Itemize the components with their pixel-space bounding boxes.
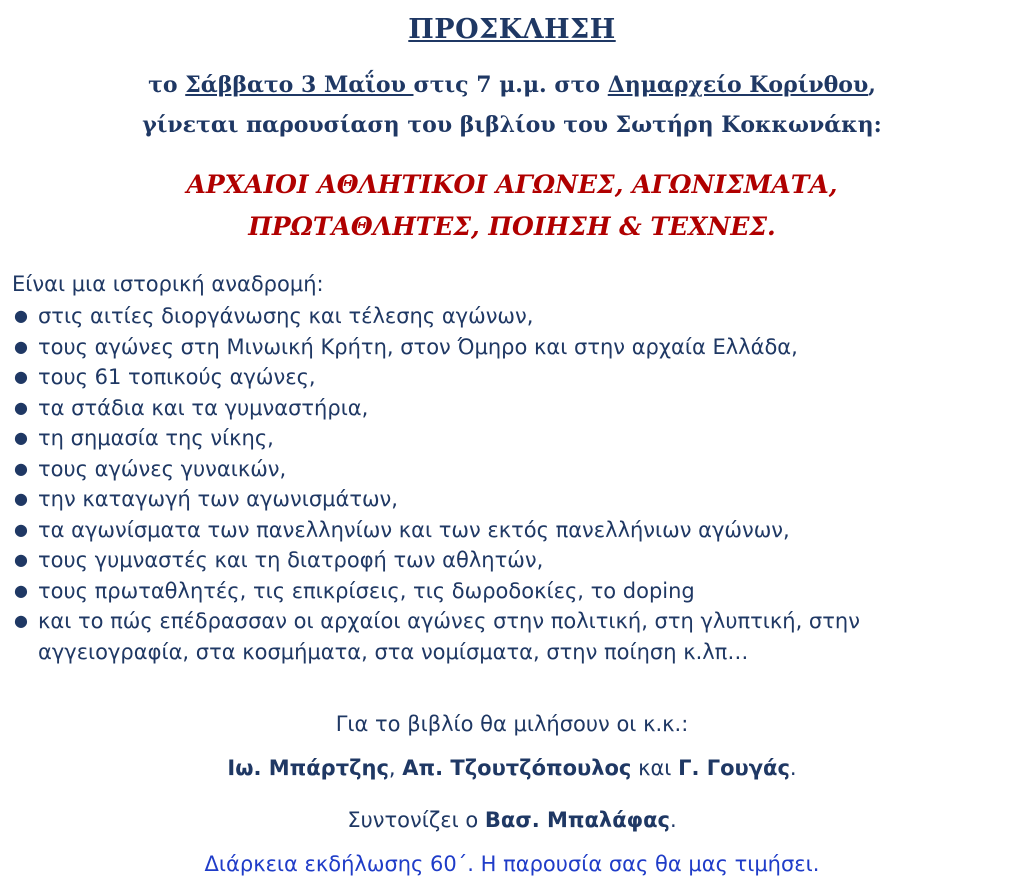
list-item: ● τη σημασία της νίκης, (12, 423, 1012, 454)
list-item: ● τους αγώνες γυναικών, (12, 454, 1012, 485)
event-venue: Δημαρχείο Κορίνθου (607, 72, 869, 98)
list-item: ● τους γυμναστές και τη διατροφή των αθλητών, (12, 545, 1012, 576)
speakers-intro: Για το βιβλίο θα μιλήσουν οι κ.κ.: (335, 712, 689, 736)
bullet-icon: ● (14, 580, 28, 600)
list-item: ● τα στάδια και τα γυμναστήρια, (12, 393, 1012, 424)
speakers-line: Ιω. Μπάρτζης, Απ. Τζουτζόπουλος και Γ. Γουγάς. (227, 756, 797, 780)
book-title-line-1: ΑΡΧΑΙΟΙ ΑΘΛΗΤΙΚΟΙ ΑΓΩΝΕΣ, ΑΓΩΝΙΣΜΑΤΑ, (186, 170, 838, 199)
bullet-icon: ● (14, 550, 28, 569)
bullet-icon: ● (14, 458, 28, 478)
list-item: ● τους πρωταθλητές, τις επικρίσεις, τις δωροδοκίες, το doping (12, 576, 1012, 607)
bullet-icon: ● (14, 428, 28, 447)
line1-prefix: το (148, 72, 186, 98)
coordinator-line: Συντονίζει ο Βασ. Μπαλάφας. (347, 808, 677, 832)
list-item: ● τους 61 τοπικούς αγώνες, (12, 362, 1012, 393)
bullet-icon: ● (14, 336, 28, 356)
list-item: ● και το πώς επέδρασσαν οι αρχαίοι αγώνες στην πολιτική, στη γλυπτική, στην αγγειογραφία, στα κοσμήματα, στα νομίσματα, στην ποίηση κ.λπ… (12, 606, 1012, 667)
invitation-title: ΠΡΟΣΚΛΗΣΗ (408, 14, 616, 45)
book-title-line-2: ΠΡΩΤΑΘΛΗΤΕΣ, ΠΟΙΗΣΗ & ΤΕΧΝΕΣ. (248, 212, 776, 241)
line1-suffix: , (868, 72, 876, 98)
list-item: ● στις αιτίες διοργάνωσης και τέλεσης αγώνων, (12, 301, 1012, 332)
coordinator-name: Βασ. Μπαλάφας (484, 808, 670, 832)
speaker-1: Ιω. Μπάρτζης (227, 756, 389, 780)
event-time: στις 7 μ.μ. στο (413, 72, 608, 98)
duration-footer: Διάρκεια εκδήλωσης 60΄. Η παρουσία σας θα μας τιμήσει. (204, 852, 820, 876)
list-item: ● την καταγωγή των αγωνισμάτων, (12, 484, 1012, 515)
bullet-icon: ● (14, 367, 28, 386)
topics-list (12, 301, 1012, 667)
event-date-place-line (0, 72, 1024, 98)
event-date: Σάββατο 3 Μαΐου (185, 72, 414, 98)
speaker-3: Γ. Γουγάς (678, 756, 790, 780)
bullet-icon: ● (14, 611, 28, 630)
speaker-2: Απ. Τζουτζόπουλος (402, 756, 632, 780)
list-item: ● τα αγωνίσματα των πανελληνίων και των εκτός πανελλήνιων αγώνων, (12, 515, 1012, 546)
bullet-icon: ● (14, 489, 28, 508)
bullet-icon: ● (14, 397, 28, 417)
presentation-line: γίνεται παρουσίαση του βιβλίου του Σωτήρη Κοκκωνάκη: (142, 112, 882, 138)
bullet-icon: ● (14, 306, 28, 325)
bullet-icon: ● (14, 519, 28, 539)
topics-intro: Είναι μια ιστορική αναδρομή: (12, 272, 324, 296)
list-item: ● τους αγώνες στη Μινωική Κρήτη, στον Όμηρο και στην αρχαία Ελλάδα, (12, 332, 1012, 363)
